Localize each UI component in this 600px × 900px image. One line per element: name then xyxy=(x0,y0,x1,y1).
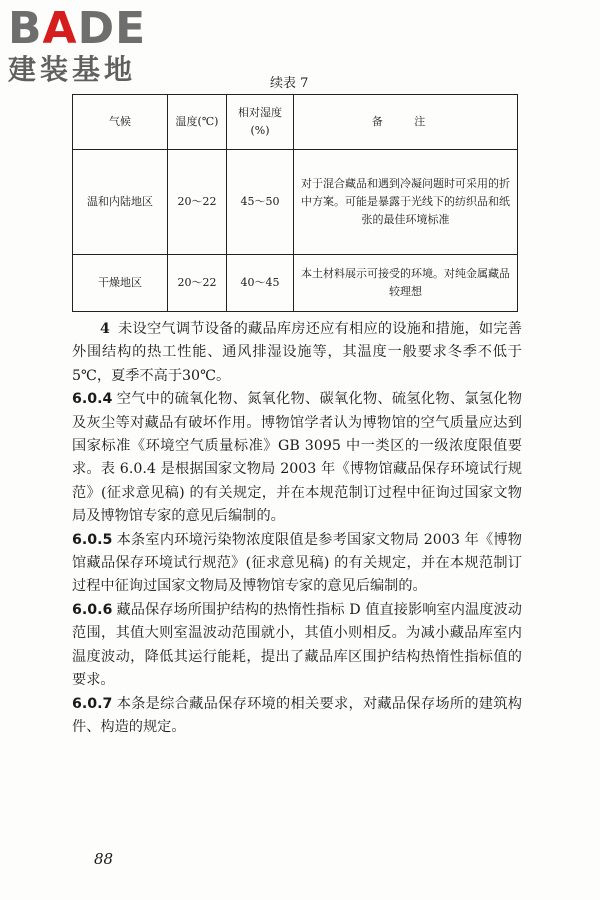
cell-note: 本土材料展示可接受的环境。对纯金属藏品较理想 xyxy=(294,255,518,312)
paragraph-text: 本条是综合藏品保存环境的相关要求，对藏品保存场所的建筑构件、构造的规定。 xyxy=(72,695,522,735)
cell-climate: 温和内陆地区 xyxy=(73,150,168,255)
paragraph-item-4 xyxy=(72,318,522,388)
paragraph-text: 藏品保存场所围护结构的热惰性指标 D 值直接影响室内温度波动范围，其值大则室温波动范围就小，其值小则相反。为减小藏品库室内温度波动，降低其运行能耗，提出了藏品库区围护结构热惰性指标值的要求。 xyxy=(72,601,522,689)
body-text xyxy=(72,318,522,739)
climate-table xyxy=(72,94,518,312)
clause-number: 6.0.7 xyxy=(72,695,113,712)
clause-6-0-5 xyxy=(72,529,522,599)
table-header-row xyxy=(73,95,518,150)
paragraph-text: 空气中的硫氧化物、氮氧化物、碳氧化物、硫氢化物、氯氢化物及灰尘等对藏品有破坏作用。博物馆学者认为博物馆的空气质量应达到国家标准《环境空气质量标准》GB 3095 中一类区的一级浓度限值要求。表 6.0.4 是根据国家文物局 2003 年《博物馆藏品保存环境试行规范》(征求意见稿) 的有关规定，并在本规范制订过程中征询过国家文物局及博物馆专家的意见后编制的。 xyxy=(72,391,522,525)
page-number: 88 xyxy=(94,850,114,868)
paragraph-text: 未设空气调节设备的藏品库房还应有相应的设施和措施，如完善外围结构的热工性能、通风排湿设施等，其温度一般要求冬季不低于5℃，夏季不高于30℃。 xyxy=(72,321,522,384)
cell-humidity: 45～50 xyxy=(227,150,294,255)
header-temperature: 温度(℃) xyxy=(168,95,227,150)
header-humidity: 相对湿度(%) xyxy=(227,95,294,150)
logo-wordmark: BADE xyxy=(8,3,147,54)
bade-logo xyxy=(8,3,178,86)
logo-subtitle: 建装基地 xyxy=(8,53,137,86)
clause-number: 6.0.5 xyxy=(72,531,113,548)
cell-temperature: 20～22 xyxy=(168,150,227,255)
cell-note: 对于混合藏品和遇到冷凝问题时可采用的折中方案。可能是暴露于光线下的纺织品和纸张的最佳环境标准 xyxy=(294,150,518,255)
clause-6-0-7 xyxy=(72,693,522,740)
header-note: 备 注 xyxy=(294,95,518,150)
clause-6-0-4 xyxy=(72,388,522,528)
table-caption: 续表 7 xyxy=(270,76,309,91)
clause-number: 6.0.4 xyxy=(72,391,113,408)
clause-6-0-6 xyxy=(72,599,522,693)
cell-humidity: 40～45 xyxy=(227,255,294,312)
cell-temperature: 20～22 xyxy=(168,255,227,312)
table-row xyxy=(73,150,518,255)
clause-number: 6.0.6 xyxy=(72,601,113,618)
table-row xyxy=(73,255,518,312)
item-number: 4 xyxy=(100,321,110,337)
cell-climate: 干燥地区 xyxy=(73,255,168,312)
paragraph-text: 本条室内环境污染物浓度限值是参考国家文物局 2003 年《博物馆藏品保存环境试行规范》(征求意见稿) 的有关规定，并在本规范制订过程中征询过国家文物局及博物馆专家的意见后编制的。 xyxy=(72,531,522,595)
header-climate: 气候 xyxy=(73,95,168,150)
